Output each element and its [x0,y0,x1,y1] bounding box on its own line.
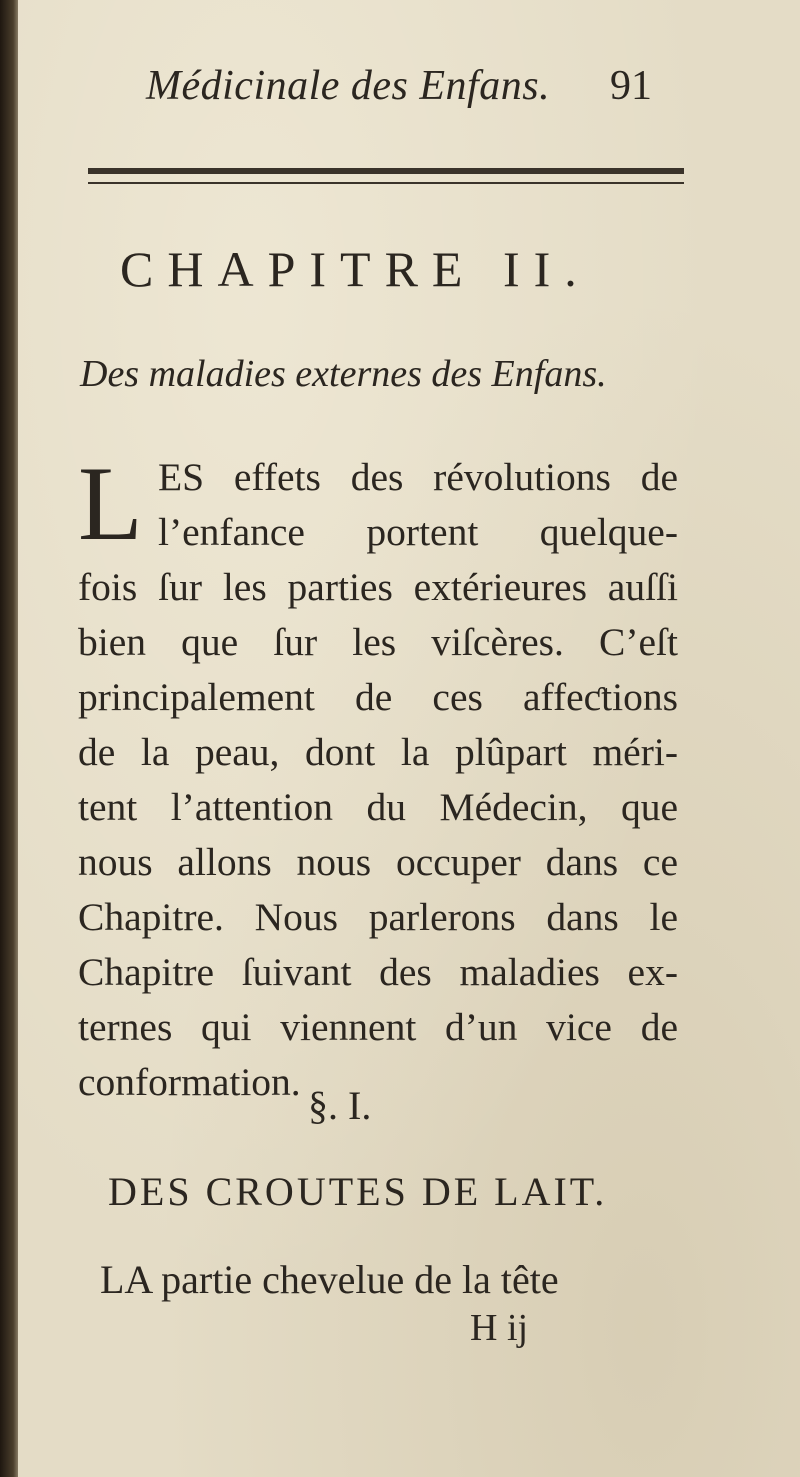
body-line: tent l’attention du Médecin, que [78,785,678,829]
page-number: 91 [610,63,652,109]
section-mark: §. I. [308,1083,372,1128]
body-line: l’enfance portent quelque- [158,510,678,554]
body-line: fois ſur les parties extérieures auſſi [78,565,678,609]
body-line: de la peau, dont la plûpart méri- [78,730,678,774]
body-line: principalement de ces affeƈtions [78,675,678,719]
page-header [18,62,800,122]
header-rule-thick [88,168,684,174]
chapter-subtitle: Des maladies externes des Enfans. [80,353,607,395]
header-rule-thin [88,182,684,184]
body-line: Chapitre. Nous parlerons dans le [78,895,678,939]
chapter-title: CHAPITRE II. [120,241,591,297]
drop-cap: L [78,445,143,562]
body-paragraph [78,445,678,1110]
running-head: Médicinale des Enfans. [146,63,551,109]
body-line: ES effets des révolutions de [158,455,678,499]
book-page [18,0,800,1477]
section-title: DES CROUTES DE LAIT. [108,1169,608,1214]
signature-mark: H ij [470,1307,529,1349]
body-line: Chapitre ſuivant des maladies ex- [78,950,678,994]
body-line: ternes qui viennent d’un vice de [78,1005,678,1049]
body-line: bien que ſur les viſcères. C’eſt [78,620,678,664]
body-line: nous allons nous occuper dans ce [78,840,678,884]
body-line: conformation. [78,1060,301,1104]
section-first-line: LA partie chevelue de la tête [100,1257,559,1302]
